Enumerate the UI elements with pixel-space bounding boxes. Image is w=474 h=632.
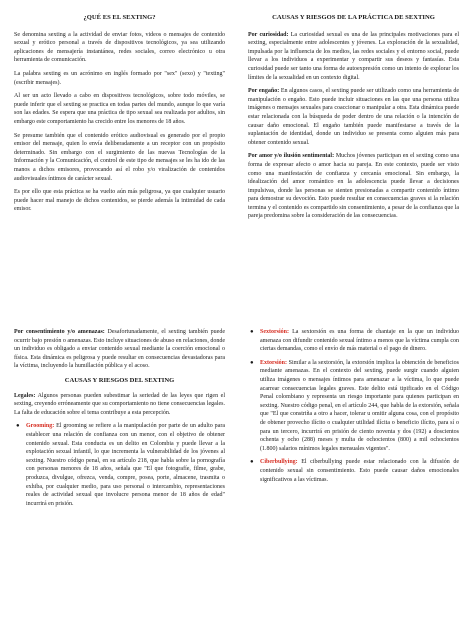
paragraph-text: En algunos casos, el sexting puede ser utilizado como una herramienta de manipulación o engaño. Esto puede incluir situaciones en las que una persona utiliza imágenes o mensajes sexuales para coaccionar o manipular a otra. Esta dinámica puede estar relacionada con la búsqueda de poder dentro de una relación o la intención de causar daño emocional. El engaño también puede manifestarse a través de la suplantación de identidad, donde un individuo se presenta como alguien más para obtener contenido sexual. [248, 88, 459, 146]
section-title: CAUSAS Y RIESGOS DE LA PRÁCTICA DE SEXTING [272, 14, 435, 21]
risk-list [248, 328, 459, 484]
column-causes-risks-practice [248, 14, 459, 226]
list-item-lead: Grooming: [26, 423, 55, 430]
paragraph: Al ser un acto llevado a cabo en dispositivos tecnológicos, sobre todo móviles, se puede inferir que el sexting se practica en todas partes del mundo, aunque lo que varía son las edades. Se espera que una práctica de tipo sexual sea realizada por adultos, sin embargo este comportamiento ha crecido entre los menores de 18 años. [14, 93, 225, 125]
paragraph-lead: Por consentimiento y/o amenazas: [14, 329, 105, 335]
paragraph-lead: Legales: [14, 392, 36, 399]
paragraph [14, 392, 225, 418]
bullet-icon: ● [250, 459, 254, 466]
list-item-lead: Ciberbullying: [260, 459, 298, 466]
bullet-icon: ● [250, 329, 254, 335]
paragraph [14, 328, 225, 371]
list-item [14, 422, 225, 508]
list-item-lead: Extorsión: [260, 359, 287, 366]
column-risks-continued [248, 328, 459, 489]
paragraph [248, 152, 459, 221]
list-item-lead: Sextorsión: [260, 329, 289, 335]
list-item [248, 328, 459, 354]
column-consent-legal [14, 328, 225, 513]
list-item-text: El ciberbullying puede estar relacionado con la difusión de contenido sexual sin consentimiento. Esto puede causar daños emocionales significativos a las víctimas. [260, 459, 459, 483]
paragraph: Se denomina sexting a la actividad de enviar fotos, videos o mensajes de contenido sexual y erótico personal a través de dispositivos tecnológicos, ya sea utilizando aplicaciones de mensajería instantánea, redes sociales, correo electrónico u otra herramienta de comunicación. [14, 31, 225, 64]
list-item-text: El grooming se refiere a la manipulación por parte de un adulto para establecer una relación de confianza con un menor, con el objetivo de obtener contenido sexual. Esta conducta es un delito en Colombia y puede llevar a la explotación sexual infantil, lo que incrementa la vulnerabilidad de los jóvenes al sexting. Nuestro código penal, en su artículo 218, que habla sobre la pornografía con personas menores de 18 años, señala que "El que fotografíe, filme, grabe, produzca, divulgue, ofrezca, venda, compre, posea, porte, almacene, trasmita o exhiba, por cualquier medio, para uso personal o intercambio, representaciones reales de actividad sexual que involucre persona menor de 18 años de edad" incurrirá en prisión. [26, 423, 225, 507]
list-item [248, 458, 459, 484]
paragraph-lead: Por engaño: [248, 88, 280, 95]
paragraph [248, 31, 459, 83]
paragraph: La palabra sexting es un acrónimo en inglés formado por "sex" (sexo) y "texting" (escribir mensajes). [14, 70, 225, 86]
bullet-icon: ● [16, 423, 20, 430]
paragraph-lead: Por amor y/o ilusión sentimental: [248, 153, 335, 160]
paragraph-text: La curiosidad sexual es una de las principales motivaciones para el sexting, especialmente entre adolescentes y jóvenes. La exploración de la sexualidad, impulsada por la influencia de los medios, las redes sociales y el entorno social, puede llevar a los individuos a experimentar y compartir sus deseos y fantasías. Esta curiosidad puede ser tanto una forma de autoexpresión como un intento de explorar los límites de la sexualidad en un contexto digital. [248, 31, 460, 81]
risk-list [14, 422, 225, 508]
paragraph-text: Algunos personas pueden subestimar la seriedad de las leyes que rigen el sexting, creyendo erróneamente que su comportamiento no tiene consecuencias legales. La falta de educación sobre el tema contribuye a esta percepción. [14, 392, 225, 416]
paragraph: Es por ello que esta práctica se ha vuelto aún más peligrosa, ya que cualquier usuario puede hacer mal manejo de dichos contenidos, se pierde además la intimidad de cada emisor. [14, 189, 225, 213]
paragraph-text: Muchos jóvenes participan en el sexting como una forma de expresar afecto o amor hacia su pareja. En este contexto, puede ser visto como una manifestación de confianza y cercanía emocional. Sin embargo, la idealización del amor romántico en la adolescencia puede llevar a decisiones impulsivas, donde las personas se sienten presionadas a compartir contenido íntimo para demostrar su devoción. Esto puede resultar en consecuencias graves si la relación termina y el contenido es compartido sin consentimiento, a pesar de la confianza que la pareja predomina sobre la consideración de las consecuencias. [248, 153, 459, 220]
paragraph [248, 87, 459, 147]
paragraph-lead: Por curiosidad: [248, 31, 289, 38]
column-what-is-sexting [14, 14, 225, 219]
paragraph: Se presume también que el contenido erótico audiovisual es generado por el propio emisor del mensaje, quien lo envía deliberadamente a un receptor con un propósito determinado. Sin embargo con el surgimiento de las nuevas Tecnologías de la Información y la Comunicación, el control de este tipo de mensajes se les ha ido de las manos a dichos emisores, provocando así el robo y/o viralización de contenidos audiovisuales íntimos de carácter sexual. [14, 132, 225, 182]
section-title: ¿QUÉ ES EL SEXTING? [83, 14, 156, 21]
list-item-text: La sextorsión es una forma de chantaje en la que un individuo amenaza con difundir contenido sexual íntimo a menos que la víctima cumpla con ciertas demandas, como el envío de más material o el pago de dinero. [260, 329, 459, 353]
list-item-text: Similar a la sextorsión, la extorsión implica la obtención de beneficios mediante amenazas. En el contexto del sexting, puede surgir cuando alguien utiliza imágenes o mensajes íntimos para amenazar a la víctima, lo que puede acarrear consecuencias legales graves. Este delito está tipificado en el Código Penal colombiano y representa un riesgo importante para quienes participan en sexting. Nuestro código penal, en el artículo 244, que habla de la extorsión, señala que "El que constriña a otro a hacer, tolerar u omitir alguna cosa, con el propósito de obtener provecho ilícito o cualquier utilidad ilícita o beneficio ilícito, para sí o para un tercero, incurrirá en prisión de ciento noventa y dos (192) a doscientos ochenta y ocho (288) meses y multa de ochocientos (800) a mil ochocientos (1.800) salarios mínimos legales mensuales vigentes". [260, 359, 459, 452]
paragraph-text: Desafortunadamente, el sexting también puede ocurrir bajo presión o amenazas. Esto incluye situaciones de abuso en relaciones, donde un individuo es obligado a enviar contenido sexual mediante la coerción emocional o física. Esta dinámica es peligrosa y puede resultar en consecuencias devastadoras para la víctima, incluyendo la humillación pública y el acoso. [14, 329, 225, 370]
bullet-icon: ● [250, 359, 254, 366]
list-item [248, 359, 459, 454]
section-title: CAUSAS Y RIESGOS DEL SEXTING [64, 376, 175, 384]
